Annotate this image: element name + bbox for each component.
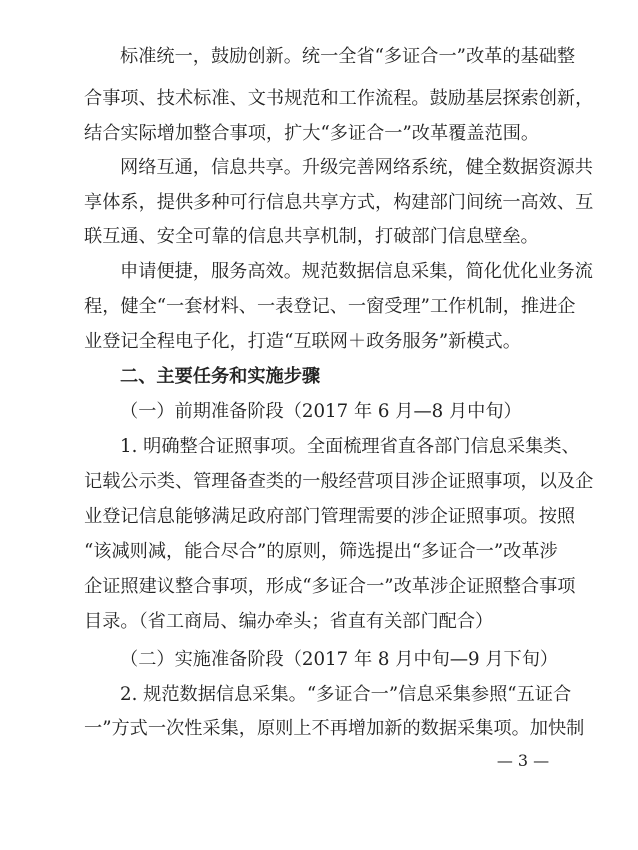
item-1-line-5: 企证照建议整合事项，形成“多证合一”改革涉企证照整合事项 [84,576,576,597]
item-2-line-2: 一”方式一次性采集，原则上不再增加新的数据采集项。加快制 [84,718,585,739]
item-2-line-1: 2. 规范数据信息采集。“多证合一”信息采集参照“五证合 [120,684,572,705]
item-1-line-1: 1. 明确整合证照事项。全面梳理省直各部门信息采集类、 [120,436,580,457]
paragraph-1-line-1: 标准统一，鼓励创新。统一全省“多证合一”改革的基础整 [120,46,576,67]
paragraph-1-line-3: 结合实际增加整合事项，扩大“多证合一”改革覆盖范围。 [84,123,540,144]
paragraph-3-line-2: 程，健全“一套材料、一表登记、一窗受理”工作机制，推进企 [84,296,576,317]
item-1-line-2: 记载公示类、管理备查类的一般经营项目涉企证照事项，以及企 [84,471,594,492]
subsection-heading-1: （一）前期准备阶段（2017 年 6 月—8 月中旬） [120,401,522,422]
page-number: — 3 — [496,751,550,770]
paragraph-2-line-2: 享体系，提供多种可行信息共享方式，构建部门间统一高效、互 [84,192,594,213]
section-heading: 二、主要任务和实施步骤 [120,366,321,387]
item-1-line-6: 目录。（省工商局、编办牵头；省直有关部门配合） [84,611,494,632]
paragraph-2-line-1: 网络互通，信息共享。升级完善网络系统，健全数据资源共 [120,157,593,178]
subsection-heading-2: （二）实施准备阶段（2017 年 8 月中旬—9 月下旬） [120,649,559,670]
item-1-line-3: 业登记信息能够满足政府部门管理需要的涉企证照事项。按照 [84,506,576,527]
paragraph-1-line-2: 合事项、技术标准、文书规范和工作流程。鼓励基层探索创新， [84,88,594,109]
item-1-line-4: “该减则减，能合尽合”的原则，筛选提出“多证合一”改革涉 [84,541,558,562]
paragraph-3-line-1: 申请便捷，服务高效。规范数据信息采集，简化优化业务流 [120,261,593,282]
paragraph-2-line-3: 联互通、安全可靠的信息共享机制，打破部门信息壁垒。 [84,226,539,247]
paragraph-3-line-3: 业登记全程电子化，打造“互联网＋政务服务”新模式。 [84,331,521,352]
